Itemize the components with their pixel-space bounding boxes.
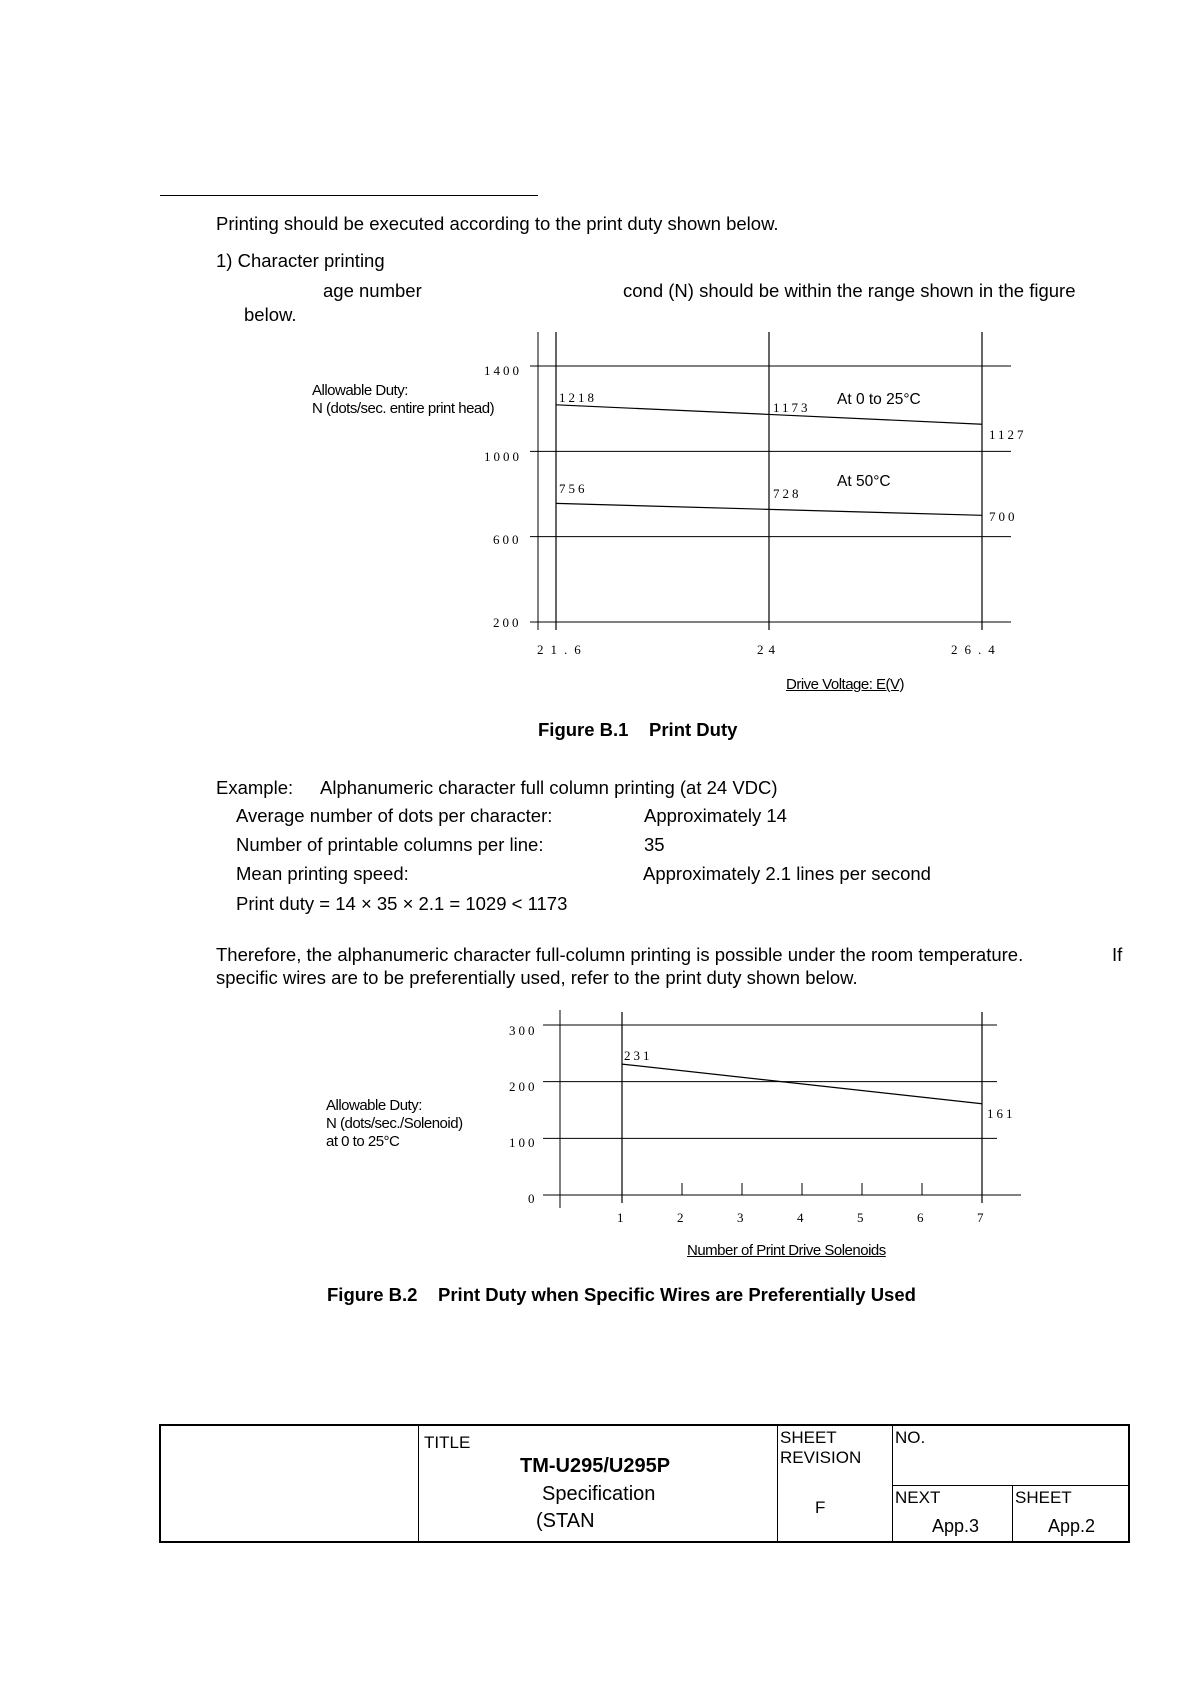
fig1-ytick-1400: 1400 [484,363,522,378]
fig1-xtick-26.4: 26.4 [951,642,1002,657]
fig2-ylabel-2: N (dots/sec./Solenoid) [326,1115,463,1132]
fig2-point-label: 161 [987,1106,1016,1121]
footer-sheet2-label: SHEET [1015,1488,1072,1507]
therefore-line-1b: If [1112,944,1123,965]
footer-divider [1012,1485,1013,1543]
fig1-ylabel-2: N (dots/sec. entire print head) [312,400,495,417]
example-duty: Print duty = 14 × 35 × 2.1 = 1029 < 1173 [236,893,568,914]
footer-divider [892,1485,1130,1486]
fig2-xtick: 1 [617,1210,627,1225]
fig1-series-label: At 0 to 25°C [837,391,921,408]
fig2-lines [622,1064,982,1104]
figure1-caption: Figure B.1 Print Duty [538,719,738,740]
section-heading: 1) Character printing [216,250,385,271]
fig2-xtick: 2 [677,1210,687,1225]
fig1-ytick-1000: 1000 [484,449,522,464]
footer-divider [892,1424,893,1543]
footer-product: TM-U295/U295P [520,1455,671,1477]
example-row-label: Mean printing speed: [236,863,409,884]
fig1-point-label: 728 [773,486,802,501]
therefore-line-2: specific wires are to be preferentially used, refer to the print duty shown below. [216,967,858,988]
fig1-ytick-200: 200 [493,615,522,630]
intro-paragraph: Printing should be executed according to the print duty shown below. [216,213,779,234]
fig2-grid [543,1010,1021,1208]
fig2-series-line-1 [622,1064,982,1104]
footer-next-value: App.3 [932,1516,980,1536]
fig2-ylabel-3: at 0 to 25°C [326,1133,400,1150]
example-row-value: Approximately 2.1 lines per second [643,863,931,884]
fig2-ytick-0: 0 [528,1191,538,1206]
footer-sheet-value: App.2 [1048,1516,1096,1536]
fig2-xtick: 7 [977,1210,987,1225]
intro-fragment-1: age number [323,280,422,301]
fig1-xtick-24: 24 [757,642,780,657]
fig2-xtick: 5 [857,1210,867,1225]
footer-no-label: NO. [895,1428,926,1447]
fig2-point-label: 231 [624,1048,653,1063]
example-label: Example: [216,777,294,798]
fig2-ytick-200: 200 [509,1079,538,1094]
example-row-label: Average number of dots per character: [236,805,553,826]
footer-revision: F [815,1498,826,1517]
example-title: Alphanumeric character full column printing (at 24 VDC) [320,777,778,798]
footer-next-label: NEXT [895,1488,941,1507]
fig2-ytick-100: 100 [509,1135,538,1150]
intro-fragment-3: below. [244,304,297,325]
footer-revision-label: REVISION [780,1448,862,1467]
fig2-xtick: 4 [797,1210,807,1225]
fig2-xtick: 3 [737,1210,747,1225]
fig2-xlabel: Number of Print Drive Solenoids [687,1242,886,1259]
intro-fragment-2: cond (N) should be within the range shown in the figure [623,280,1076,301]
footer-title-label: TITLE [424,1433,471,1452]
fig1-ytick-600: 600 [493,532,522,547]
footer-divider [777,1424,778,1543]
fig1-series-label: At 50°C [837,473,891,490]
fig1-point-label: 1218 [559,390,597,405]
footer-stan: (STAN [536,1510,595,1532]
figure2-caption: Figure B.2 Print Duty when Specific Wires are Preferentially Used [327,1284,916,1305]
fig1-point-label: 700 [989,509,1018,524]
fig1-point-label: 1173 [773,400,811,415]
therefore-line-1: Therefore, the alphanumeric character full-column printing is possible under the room temperature. [216,944,1024,965]
fig1-point-label: 756 [559,481,588,496]
footer-divider [418,1424,419,1543]
example-row-value: 35 [644,834,665,855]
fig1-xlabel: Drive Voltage: E(V) [786,676,905,693]
fig2-ytick-300: 300 [509,1023,538,1038]
example-row-label: Number of printable columns per line: [236,834,544,855]
example-row-value: Approximately 14 [644,805,787,826]
fig2-ylabel-1: Allowable Duty: [326,1097,422,1114]
fig2-xtick: 6 [917,1210,927,1225]
fig1-ylabel-1: Allowable Duty: [312,382,408,399]
footer-spec: Specification [542,1483,656,1505]
footer-sheet-label: SHEET [780,1428,837,1447]
fig1-xtick-21.6: 21.6 [537,642,588,657]
fig1-point-label: 1127 [989,427,1027,442]
